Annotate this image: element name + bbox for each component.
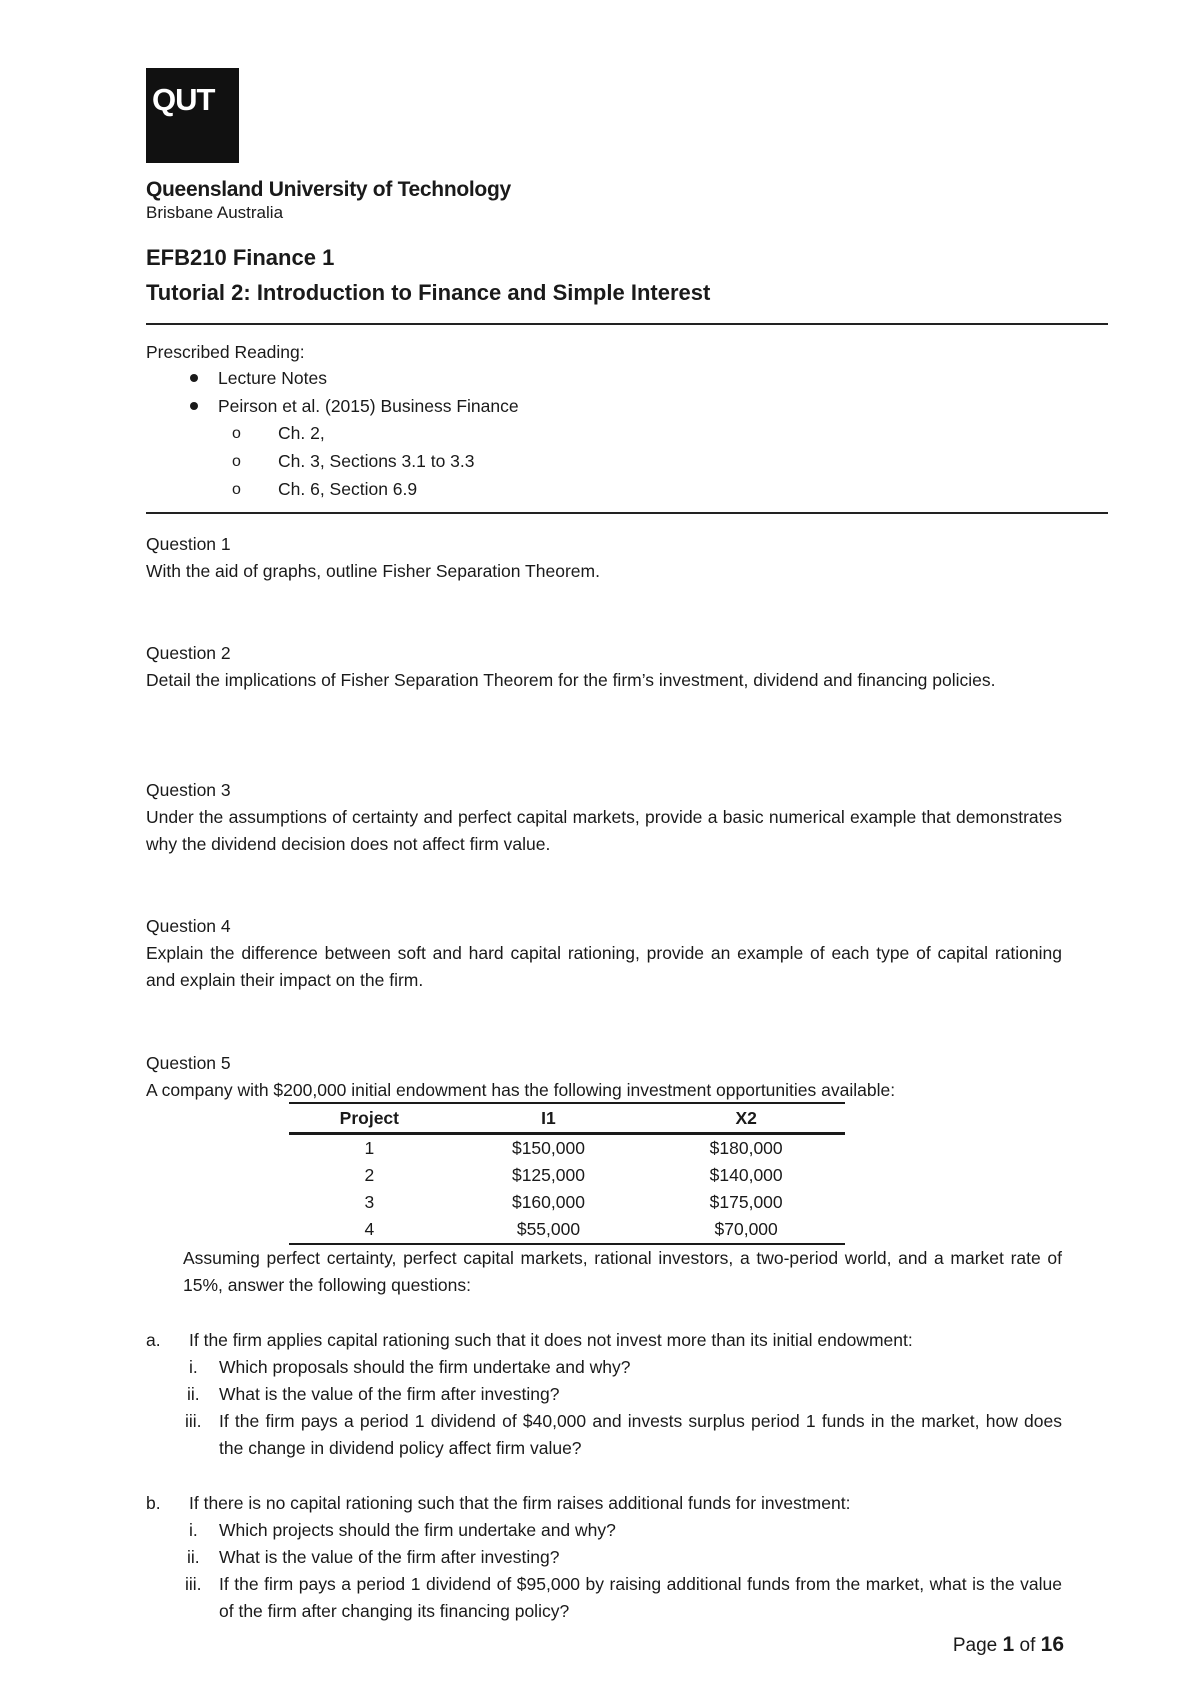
part-text: If the firm applies capital rationing such that it does not invest more than its initial endowment: [189,1330,913,1350]
bullet-dot [190,402,198,410]
logo-text: QUT [152,82,215,117]
part-label: a. [146,1330,161,1350]
table-cell: $175,000 [709,1192,783,1212]
item-text: If the firm pays a period 1 dividend of $95,000 by raising additional funds from the market, what is the value of the firm after changing its financing policy? [219,1574,1062,1621]
sub-bullet-marker: o [232,453,241,470]
of-word: of [1019,1635,1036,1656]
sub-bullet-marker: o [232,425,241,442]
table-row [289,1162,845,1189]
divider-bottom [146,512,1108,514]
item-number: ii. [187,1384,200,1404]
reading-heading: Prescribed Reading: [146,342,305,362]
question-title: Question 2 [146,643,231,663]
table-cell: 1 [364,1138,375,1158]
question-text: Detail the implications of Fisher Separation Theorem for the firm’s investment, dividend and financing policies. [146,670,996,690]
bullet-dot [190,374,198,382]
question-title: Question 4 [146,916,231,936]
table-cell: 4 [289,1216,450,1244]
table-cell: $125,000 [511,1165,585,1185]
assumptions-text: Assuming perfect certainty, perfect capital markets, rational investors, a two-period world, and a market rate of 15%, answer the following questions: [183,1248,1062,1295]
reading-item: Peirson et al. (2015) Business Finance [218,396,519,416]
divider-top [146,323,1108,325]
table-cell: $70,000 [647,1216,845,1244]
item-number: i. [189,1520,198,1540]
table-cell: 3 [364,1192,375,1212]
item-text: What is the value of the firm after investing? [219,1384,560,1404]
item-number: i. [189,1357,198,1377]
item-text: If the firm pays a period 1 dividend of $40,000 and invests surplus period 1 funds in the market, how does the change in dividend policy affect firm value? [219,1411,1062,1458]
column-header: I1 [450,1103,648,1134]
item-number: ii. [187,1547,200,1567]
item-text: What is the value of the firm after investing? [219,1547,560,1567]
tutorial-title: Tutorial 2: Introduction to Finance and Simple Interest [146,280,711,305]
question-title: Question 3 [146,780,231,800]
table-cell: $180,000 [709,1138,783,1158]
page-footer [953,1631,1064,1659]
question-text: Under the assumptions of certainty and perfect capital markets, provide a basic numerical example that demonstrates why the dividend decision does not affect firm value. [146,807,1062,854]
reading-subitem: Ch. 2, [278,423,325,443]
reading-subitem: Ch. 6, Section 6.9 [278,479,418,499]
table-cell: $140,000 [709,1165,783,1185]
projects-table [289,1102,845,1245]
course-title: EFB210 Finance 1 [146,245,335,270]
qut-logo [146,68,239,163]
table-cell: 2 [364,1165,375,1185]
table-row [289,1134,845,1163]
page-number: 1 [1002,1633,1015,1656]
reading-item: Lecture Notes [218,368,327,388]
question-title: Question 1 [146,534,231,554]
item-text: Which proposals should the firm undertake and why? [219,1357,631,1377]
question-text: Explain the difference between soft and hard capital rationing, provide an example of each type of capital rationing and explain their impact on the firm. [146,943,1062,990]
table-cell: $150,000 [511,1138,585,1158]
question-text: With the aid of graphs, outline Fisher Separation Theorem. [146,561,600,581]
table-cell: $55,000 [450,1216,648,1244]
page-total: 16 [1040,1633,1064,1656]
column-header: X2 [647,1103,845,1134]
item-number: iii. [185,1411,202,1431]
university-location: Brisbane Australia [146,203,284,222]
part-label: b. [146,1493,161,1513]
item-number: iii. [185,1574,202,1594]
university-name: Queensland University of Technology [146,178,511,201]
table-header-row [289,1103,845,1134]
table-row [289,1216,845,1244]
item-text: Which projects should the firm undertake and why? [219,1520,616,1540]
column-header: Project [289,1103,450,1134]
sub-bullet-marker: o [232,481,241,498]
question-title: Question 5 [146,1053,231,1073]
table-row [289,1189,845,1216]
question-text: A company with $200,000 initial endowment has the following investment opportunities available: [146,1080,896,1100]
reading-subitem: Ch. 3, Sections 3.1 to 3.3 [278,451,475,471]
table-cell: $160,000 [511,1192,585,1212]
page-word: Page [952,1635,998,1656]
part-text: If there is no capital rationing such that the firm raises additional funds for investment: [189,1493,851,1513]
